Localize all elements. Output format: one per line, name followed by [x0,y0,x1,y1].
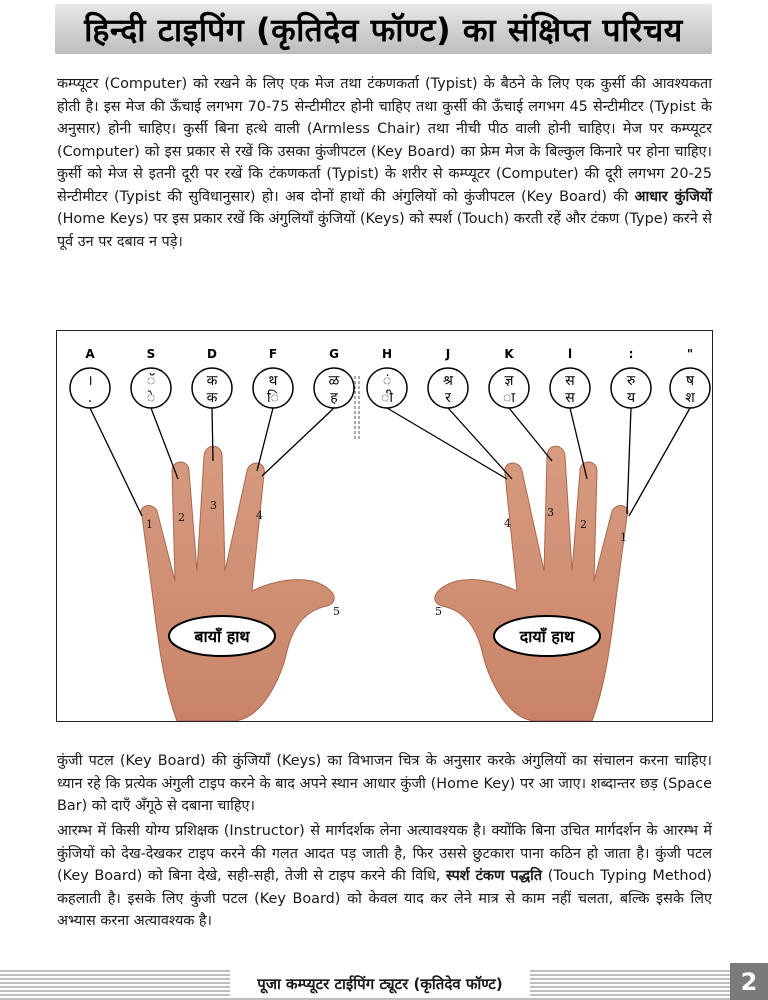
key-letter: l [567,347,573,361]
right-finger-4: 4 [504,517,511,530]
left-hand [141,446,340,721]
finger-leader-line [448,408,512,479]
home-keys-row [70,347,710,408]
instructor-text-1: आरम्भ में किसी योग्य प्रशिक्षक (Instructor) से मार्गदर्शक लेना अत्यावश्यक है। क्योंकि बिना उचित मार्गदर्शन के आरम्भ में कुंजियों को देख-देखकर टाइप करने की गलत आदत पड़ जाती है, फिर उससे छुटकारा पाना कठिन हो जाता है। कुंजी पटल (Key Board) को बिना देखे, सही-सही, तेजी से टाइप करने की विधि, [57,823,712,884]
instructor-paragraph [57,820,712,933]
left-finger-1: 1 [146,518,153,531]
page-number: 2 [730,963,768,1000]
instructor-text-2: (Touch Typing Method) कहलाती है। इसके लिए कुंजी पटल (Key Board) को केवल याद कर लेने मात्र से काम नहीं चलता, बल्कि इसके लिए अभ्यास करना अत्यावश्यक है। [57,868,712,929]
intro-text-2: (Home Keys) पर इस प्रकार रखें कि अंगुलियाँ कुंजियों (Keys) को स्पर्श (Touch) करती रहें और टंकण (Type) करने से पूर्व उन पर दबाव न पड़े। [57,211,712,250]
finger-leader-line [629,408,690,516]
keyboard-division-paragraph: कुंजी पटल (Key Board) की कुंजियाँ (Keys) का विभाजन चित्र के अनुसार करके अंगुलियों का संचालन करना चाहिए। ध्यान रहे कि प्रत्येक अंगुली टाइप करने के बाद अपने स्थान आधार कुंजी (Home Key) पर आ जाए। शब्दान्तर छड़ (Space Bar) को दाएँ अँगूठे से दबाना चाहिए। [57,753,712,814]
touch-typing-term: स्पर्श टंकण पद्धति [446,868,543,884]
key-glyph-normal: श [685,390,695,406]
right-finger-5: 5 [435,605,442,618]
key-letter: H [381,347,393,361]
key-glyph-shift: स [565,373,575,389]
key-glyph-shift: ॅ [146,373,156,389]
key-letter: K [504,347,514,361]
home-keys-figure [56,330,713,722]
right-finger-1: 1 [620,531,627,544]
left-hand-label: बायाँ हाथ [194,627,250,646]
hands-diagram [57,331,712,721]
left-finger-4: 4 [256,509,263,522]
left-finger-3: 3 [210,499,217,512]
key-letter: : [628,347,634,361]
right-hand [435,446,628,721]
key-glyph-normal: ि [267,390,279,406]
key-glyph-normal: ी [381,390,393,406]
key-glyph-normal: क [206,390,218,406]
key-glyph-normal: ा [503,390,515,406]
key-glyph-shift: ळ [328,373,340,389]
key-glyph-normal: े [146,390,156,406]
intro-bold-term: आधार कुंजियों [634,188,712,205]
right-finger-3: 3 [547,506,554,519]
intro-paragraph [57,73,712,253]
finger-leader-line [151,408,178,479]
key-glyph-shift: क [206,373,218,389]
finger-leader-line [387,408,507,479]
right-hand-label: दायाँ हाथ [519,627,575,646]
key-letter: F [268,347,278,361]
finger-leader-line [570,408,587,479]
finger-leader-line [627,408,631,514]
finger-leader-line [262,408,334,476]
key-glyph-normal: य [626,390,636,406]
key-glyph-normal: स [565,390,575,406]
key-glyph-shift: ज्ञ [504,373,514,389]
key-glyph-shift: रु [626,373,636,389]
key-glyph-shift: श्र [443,373,453,389]
page-title-banner [55,4,712,54]
key-glyph-shift: ं [382,373,392,389]
footer-title: पूजा कम्प्यूटर टाईपिंग ट्यूटर (कृतिदेव फॉण्ट) [230,970,530,998]
key-letter: D [207,347,217,361]
key-glyph-shift: । [87,373,93,389]
key-glyph-shift: ष [685,373,695,389]
key-letter: J [445,347,451,361]
right-finger-2: 2 [580,518,587,531]
finger-leader-line [509,408,552,461]
key-glyph-shift: थ [268,373,278,389]
key-letter: G [329,347,339,361]
key-letter: A [85,347,95,361]
finger-leader-line [90,408,142,516]
page-title: हिन्दी टाइपिंग (कृतिदेव फॉण्ट) का संक्षिप्त परिचय [84,10,683,49]
key-glyph-normal: र [445,390,451,406]
key-glyph-normal: . [87,390,93,406]
key-letter: " [686,347,694,361]
left-finger-5: 5 [333,605,340,618]
finger-leader-line [257,408,273,471]
key-glyph-normal: ह [330,390,338,406]
key-letter: S [146,347,156,361]
left-finger-2: 2 [178,511,185,524]
intro-text-1: कम्प्यूटर (Computer) को रखने के लिए एक मेज तथा टंकणकर्ता (Typist) के बैठने के लिए एक कुर्सी की आवश्यकता होती है। इस मेज की ऊँचाई लगभग 70-75 सेन्टीमीटर होनी चाहिए तथा कुर्सी की ऊँचाई लगभग 45 सेन्टीमीटर (Typist के अनुसार) होनी चाहिए। कुर्सी बिना हत्थे वाली (Armless Chair) तथा नीची पीठ वाली होनी चाहिए। मेज पर कम्प्यूटर (Computer) को इस प्रकार से रखें कि उसका कुंजीपटल (Key Board) का फ्रेम मेज के बिल्कुल किनारे पर होना चाहिए। कुर्सी को मेज से इतनी दूरी पर रखें कि टंकणकर्ता (Typist) के शरीर से कम्प्यूटर (Computer) की दूरी लगभग 20-25 सेन्टीमीटर (Typist की सुविधानुसार) हो। अब दोनों हाथों की अंगुलियों को कुंजीपटल (Key Board) की [57,76,712,205]
